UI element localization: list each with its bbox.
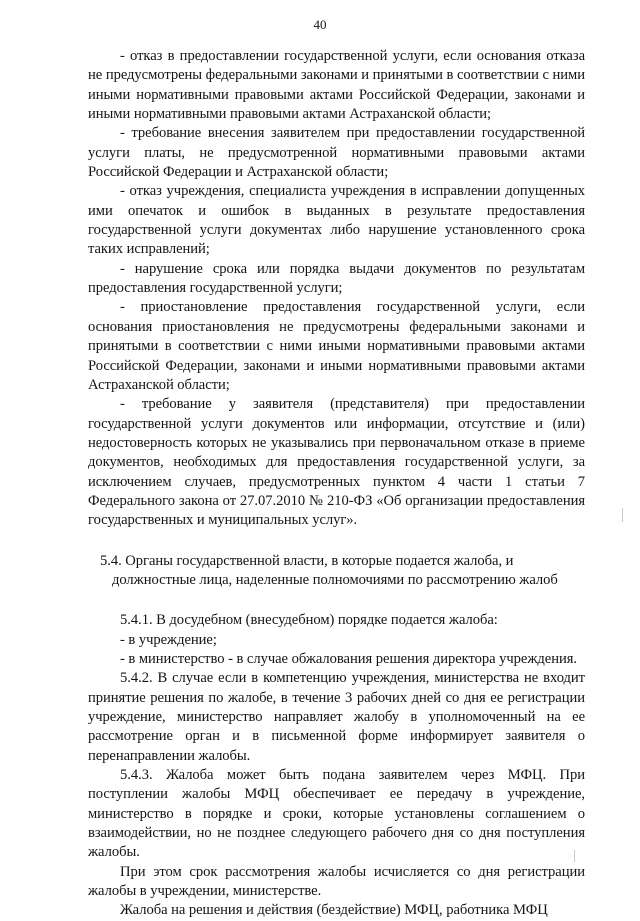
paragraph: При этом срок рассмотрения жалобы исчисляется со дня регистрации жалобы в учреждении, министерстве.	[88, 863, 585, 900]
paragraph: - отказ в предоставлении государственной услуги, если основания отказа не предусмотрены федеральными законами и принятыми в соответствии с ними иными нормативными правовыми актами Российской Федерации, законами и иными нормативными правовыми актами Астраханской области;	[88, 48, 585, 123]
scan-edge-mark	[574, 850, 575, 862]
page-number: 40	[313, 17, 327, 32]
paragraph: - отказ учреждения, специалиста учреждения в исправлении допущенных ими опечаток и ошибок в выданных в результате предоставления государственной услуги документах либо нарушение установленного срока таких исправлений;	[88, 183, 585, 258]
paragraph: 5.4.3. Жалоба может быть подана заявителем через МФЦ. При поступлении жалобы МФЦ обеспечивает ее передачу в учреждение, министерство в порядке и сроки, которые установлены соглашением о взаимодействии, но не позднее следующего рабочего дня со дня поступления жалобы.	[88, 767, 585, 861]
paragraph: 5.4.2. В случае если в компетенцию учреждения, министерства не входит принятие решения по жалобе, в течение 3 рабочих дней со дня ее регистрации учреждение, министерство направляет жалобу в уполномоченный на ее рассмотрение орган и в письменной форме информирует заявителя о перенаправлении жалобы.	[88, 670, 585, 764]
paragraph: - требование у заявителя (представителя) при предоставлении государственной услуги документов или информации, отсутствие и (или) недостоверность которых не указывались при первоначальном отказе в приеме документов, необходимых для предоставления государственной услуги, за исключением случаев, предусмотренных пунктом 4 части 1 статьи 7 Федерального закона от 27.07.2010 № 210-ФЗ «Об организации предоставления государственных и муниципальных услуг».	[88, 396, 585, 529]
paragraph: - в министерство - в случае обжалования решения директора учреждения.	[120, 650, 577, 667]
paragraph: - в учреждение;	[120, 631, 217, 648]
paragraph: - требование внесения заявителем при предоставлении государственной услуги платы, не предусмотренной нормативными правовыми актами Российской Федерации и Астраханской области;	[88, 125, 585, 181]
document-body	[88, 47, 585, 921]
section-heading: 5.4. Органы государственной власти, в которые подается жалоба, и должностные лица, наделенные полномочиями по рассмотрению жалоб	[100, 552, 558, 588]
paragraph: - нарушение срока или порядка выдачи документов по результатам предоставления государственной услуги;	[88, 260, 585, 297]
scan-edge-mark	[622, 508, 623, 522]
paragraph: 5.4.1. В досудебном (внесудебном) порядке подается жалоба:	[120, 612, 498, 629]
paragraph: - приостановление предоставления государственной услуги, если основания приостановления не предусмотрены федеральными законами и принятыми в соответствии с ними иными нормативными правовыми актами Российской Федерации, законами и иными нормативными правовыми актами Астраханской области;	[88, 299, 585, 393]
paragraph: Жалоба на решения и действия (бездействие) МФЦ, работника МФЦ	[120, 902, 548, 919]
